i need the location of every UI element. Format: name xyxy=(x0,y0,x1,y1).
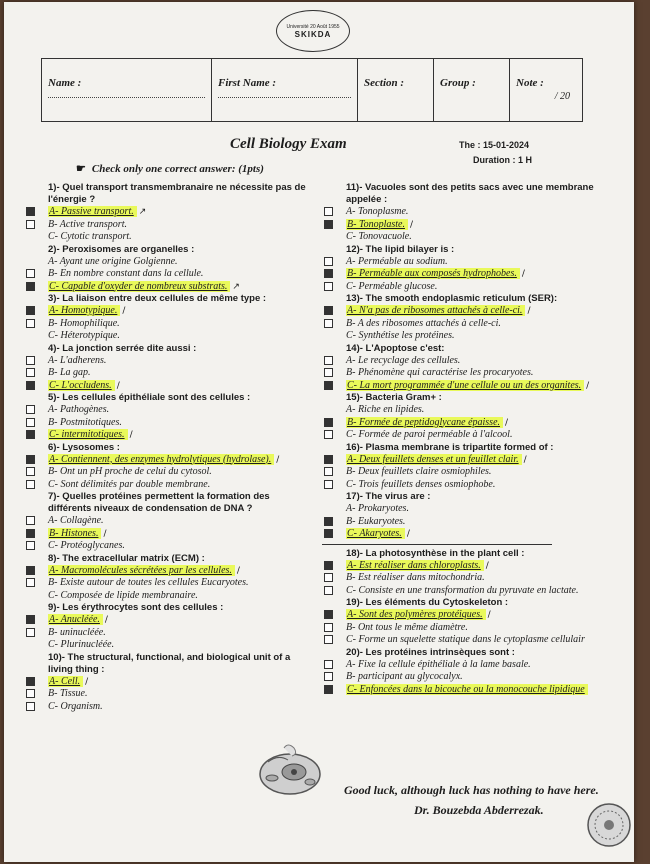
answer-option[interactable] xyxy=(24,404,336,417)
handwritten-tick-mark: / xyxy=(505,417,509,428)
question-text: 13)- The smooth endoplasmic reticulum (SER): xyxy=(346,293,558,304)
question-text: 6)- Lysosomes : xyxy=(48,441,120,453)
answer-option[interactable] xyxy=(322,585,642,598)
answer-option-text: B- participant au glycocalyx. xyxy=(346,671,463,682)
answer-option[interactable] xyxy=(24,639,336,652)
question-text: 18)- La photosynthèse in the plant cell : xyxy=(346,547,525,559)
answer-option[interactable] xyxy=(322,318,642,331)
handwritten-tick-mark: / xyxy=(276,454,280,465)
first-name-label: First Name : xyxy=(218,77,277,89)
answer-option[interactable] xyxy=(322,355,642,368)
answer-option[interactable] xyxy=(24,268,336,281)
answer-option[interactable] xyxy=(24,206,336,219)
handwritten-tick-mark: / xyxy=(85,676,89,687)
answer-option-text: C- Cytotic transport. xyxy=(48,231,132,242)
handwritten-tick-mark: ↗ xyxy=(232,281,240,292)
answer-option-text: B- Existe autour de toutes les cellules Eucaryotes. xyxy=(48,577,249,588)
question-text-continued: appelée : xyxy=(346,194,388,205)
answer-option[interactable] xyxy=(322,528,642,541)
answer-checkbox[interactable] xyxy=(324,467,333,476)
handwritten-tick-mark: / xyxy=(409,219,414,230)
answer-option-text: C- Capable d'oxyder de nombreux substrats. xyxy=(48,281,230,292)
answer-option[interactable] xyxy=(24,231,336,244)
cell-drawing-icon xyxy=(254,742,326,800)
first-name-field[interactable] xyxy=(212,59,358,121)
answer-option[interactable] xyxy=(24,479,336,492)
answer-checkbox[interactable] xyxy=(26,541,35,550)
answer-option[interactable] xyxy=(322,609,642,622)
answer-option[interactable] xyxy=(322,404,642,417)
answer-checkbox[interactable] xyxy=(26,282,35,291)
answer-option-text: C- Plurinucléée. xyxy=(48,639,115,650)
answer-option-text: B- Phénomène qui caractérise les procaryotes. xyxy=(346,367,534,378)
question-text: 5)- Les cellules épithéliale sont des cellules : xyxy=(48,392,251,403)
handwritten-tick-mark: / xyxy=(116,380,120,391)
question-text-continued: l'énergie ? xyxy=(48,194,96,205)
answer-option[interactable] xyxy=(322,256,642,269)
answer-option-text: C- Perméable glucose. xyxy=(346,280,438,292)
question-text: 15)- Bacteria Gram+ : xyxy=(346,392,442,403)
question-text: 8)- The extracellular matrix (ECM) : xyxy=(48,552,205,564)
student-info-table xyxy=(41,58,583,122)
section-field[interactable] xyxy=(358,59,434,121)
answer-checkbox[interactable] xyxy=(26,615,35,624)
answer-checkbox[interactable] xyxy=(26,356,35,365)
answer-checkbox[interactable] xyxy=(324,418,333,427)
answer-option-text: C- Protéoglycanes. xyxy=(48,540,125,551)
answer-option-text: B- Postmitotiques. xyxy=(48,416,122,428)
answer-option-text: A- Homotypique. xyxy=(48,305,120,316)
answer-option-text: A- L'adherens. xyxy=(48,354,107,366)
answer-checkbox[interactable] xyxy=(324,306,333,315)
question-text: 20)- Les protéines intrinsèques sont : xyxy=(346,646,515,658)
answer-option-text: B- Histones. xyxy=(48,528,101,539)
answer-checkbox[interactable] xyxy=(324,529,333,538)
answer-option-text: C- Composée de lipide membranaire. xyxy=(48,589,198,601)
answer-option-text: B- Deux feuillets claire osmiophiles. xyxy=(346,466,492,477)
answer-option-text: B- uninucléée. xyxy=(48,626,106,638)
answer-option[interactable] xyxy=(24,528,336,541)
separator-line xyxy=(322,544,552,545)
note-field[interactable] xyxy=(510,59,580,121)
answer-option[interactable] xyxy=(24,565,336,578)
note-value: / 20 xyxy=(554,91,570,102)
name-dotted-line xyxy=(48,97,205,98)
answer-option-text: B- Homophilique. xyxy=(48,317,120,329)
answer-checkbox[interactable] xyxy=(26,467,35,476)
answer-checkbox[interactable] xyxy=(324,561,333,570)
answer-option-text: B- Perméable aux composés hydrophobes. xyxy=(346,268,520,279)
answer-option[interactable] xyxy=(24,305,336,318)
answer-checkbox[interactable] xyxy=(26,689,35,698)
answer-option-text: C- Enfoncées dans la bicouche ou la monocouche lipidique xyxy=(346,684,588,695)
question-text: 4)- La jonction serrée dite aussi : xyxy=(48,342,197,354)
answer-checkbox[interactable] xyxy=(324,635,333,644)
instruction xyxy=(76,162,264,175)
answer-option-text: B- Active transport. xyxy=(48,218,127,230)
answer-checkbox[interactable] xyxy=(324,282,333,291)
answer-checkbox[interactable] xyxy=(324,381,333,390)
answer-option[interactable] xyxy=(24,701,336,714)
answer-option[interactable] xyxy=(24,256,336,269)
handwritten-tick-mark: / xyxy=(236,565,240,576)
question-text: 16)- Plasma membrane is tripartite formed of : xyxy=(346,441,554,453)
answer-option[interactable] xyxy=(24,367,336,380)
answer-option-text: A- Sont des polymères protéiques. xyxy=(346,609,486,620)
answer-checkbox[interactable] xyxy=(26,220,35,229)
answer-checkbox[interactable] xyxy=(26,418,35,427)
answer-option[interactable] xyxy=(24,417,336,430)
answer-option[interactable] xyxy=(322,219,642,232)
answer-option[interactable] xyxy=(24,219,336,232)
answer-option-text: A- Macromolécules sécrétées par les cellules. xyxy=(48,565,235,576)
answer-checkbox[interactable] xyxy=(324,319,333,328)
answer-option-text: A- Contiennent, des enzymes hydrolytiques (hydrolase). xyxy=(48,454,274,465)
answer-checkbox[interactable] xyxy=(26,480,35,489)
handwritten-tick-mark: / xyxy=(586,380,590,391)
logo-line1: Université 20 Août 1955 xyxy=(286,23,340,30)
section-label: Section : xyxy=(364,77,405,89)
handwritten-tick-mark: / xyxy=(129,430,133,440)
answer-option[interactable] xyxy=(24,318,336,331)
exam-sheet xyxy=(4,2,634,862)
answer-option[interactable] xyxy=(322,659,642,672)
answer-checkbox[interactable] xyxy=(26,381,35,390)
answer-option[interactable] xyxy=(24,380,336,393)
logo-line2: SKIKDA xyxy=(294,29,332,39)
university-logo xyxy=(276,10,350,52)
answer-option[interactable] xyxy=(322,206,642,219)
answer-option[interactable] xyxy=(322,560,642,573)
question-text: 2)- Peroxisomes are organelles : xyxy=(48,243,195,255)
answer-option-text: C- intermitotiques. xyxy=(48,429,128,440)
handwritten-tick-mark: / xyxy=(122,306,126,316)
answer-option[interactable] xyxy=(322,466,642,479)
answer-option-text: B- A des ribosomes attachés à celle-ci. xyxy=(346,317,501,329)
instruction-text: Check only one correct answer: (1pts) xyxy=(91,163,264,175)
answer-checkbox[interactable] xyxy=(324,430,333,439)
question-text: 3)- La liaison entre deux cellules de même type : xyxy=(48,293,267,304)
answer-option-text: B- En nombre constant dans la cellule. xyxy=(48,268,204,279)
answer-option-text: A- Riche en lipides. xyxy=(346,404,425,415)
answer-checkbox[interactable] xyxy=(26,207,35,216)
answer-checkbox[interactable] xyxy=(26,269,35,278)
answer-option[interactable] xyxy=(24,466,336,479)
handwritten-tick-mark: / xyxy=(523,454,527,465)
answer-option[interactable] xyxy=(24,515,336,528)
answer-option[interactable] xyxy=(24,281,336,294)
answer-checkbox[interactable] xyxy=(324,586,333,595)
answer-checkbox[interactable] xyxy=(324,610,333,619)
footer-signature: Dr. Bouzebda Abderrezak. xyxy=(414,803,544,817)
answer-checkbox[interactable] xyxy=(324,207,333,216)
answer-checkbox[interactable] xyxy=(26,368,35,377)
answer-option-text: C- Organism. xyxy=(48,700,103,712)
answer-option-text: B- Tonoplaste. xyxy=(346,219,408,230)
answer-option-text: C- Consiste en une transformation du pyruvate en lactate. xyxy=(346,584,579,596)
handwritten-tick-mark: / xyxy=(527,306,531,316)
answer-option-text: C- Forme un squelette statique dans le cytoplasme cellulair xyxy=(346,634,585,645)
answer-checkbox[interactable] xyxy=(26,628,35,637)
question-text: 7)- Quelles protéines permettent la formation des xyxy=(48,491,270,502)
answer-option[interactable] xyxy=(322,417,642,430)
answer-option[interactable] xyxy=(322,429,642,442)
answer-option[interactable] xyxy=(322,380,642,393)
answer-option[interactable] xyxy=(322,454,642,467)
answer-option[interactable] xyxy=(322,634,642,647)
answer-option-text: C- La mort programmée d'une cellule ou un des organites. xyxy=(346,380,584,391)
answer-option-text: A- Deux feuillets denses et un feuillet clair. xyxy=(346,454,522,465)
answer-option[interactable] xyxy=(24,454,336,467)
note-label: Note : xyxy=(516,77,544,89)
question-text: 10)- The structural, functional, and biological unit of a xyxy=(48,651,291,663)
stamp-seal-icon xyxy=(586,802,632,848)
answer-option[interactable] xyxy=(24,590,336,603)
answer-option-text: A- N'a pas de ribosomes attachés à celle-ci. xyxy=(346,305,525,316)
answer-option-text: B- Ont tous le même diamètre. xyxy=(346,621,468,633)
first-name-dotted-line xyxy=(218,97,351,98)
answer-option-text: A- Anucléée. xyxy=(48,614,103,625)
answer-checkbox[interactable] xyxy=(324,269,333,278)
answer-checkbox[interactable] xyxy=(26,702,35,711)
answer-option[interactable] xyxy=(322,330,642,343)
question-text: 12)- The lipid bilayer is : xyxy=(346,243,455,255)
answer-checkbox[interactable] xyxy=(26,405,35,414)
answer-option-text: A- Est réaliser dans chloroplasts. xyxy=(346,560,484,571)
answer-option[interactable] xyxy=(322,622,642,635)
answer-option-text: B- Formée de peptidoglycane épaisse. xyxy=(346,417,503,428)
name-field[interactable] xyxy=(42,59,212,121)
handwritten-tick-mark: / xyxy=(485,560,489,571)
answer-checkbox[interactable] xyxy=(324,623,333,632)
question-text: 17)- The virus are : xyxy=(346,491,431,502)
answer-option-text: A- Cell. xyxy=(48,676,83,687)
group-label: Group : xyxy=(440,77,476,89)
answer-option-text: A- Prokaryotes. xyxy=(346,503,409,514)
answer-checkbox[interactable] xyxy=(324,257,333,266)
answer-option-text: A- Perméable au sodium. xyxy=(346,255,448,267)
exam-duration: Duration : 1 H xyxy=(473,155,533,165)
answer-option-text: A- Fixe la cellule épithéliale à la lame basale. xyxy=(346,658,531,670)
answer-option[interactable] xyxy=(24,330,336,343)
answer-checkbox[interactable] xyxy=(324,660,333,669)
question-text: 11)- Vacuoles sont des petits sacs avec une membrane xyxy=(346,182,594,193)
answer-checkbox[interactable] xyxy=(26,430,35,439)
answer-option[interactable] xyxy=(24,627,336,640)
handwritten-tick-mark: / xyxy=(521,269,525,279)
answer-checkbox[interactable] xyxy=(324,356,333,365)
answer-checkbox[interactable] xyxy=(26,455,35,464)
answer-option[interactable] xyxy=(322,572,642,585)
answer-checkbox[interactable] xyxy=(26,566,35,575)
answer-option-text: A- Pathogènes. xyxy=(48,404,110,415)
handwritten-tick-mark: / xyxy=(103,528,107,539)
answer-option[interactable] xyxy=(24,614,336,627)
answer-option[interactable] xyxy=(322,503,642,516)
answer-checkbox[interactable] xyxy=(26,677,35,686)
answer-option[interactable] xyxy=(322,684,642,697)
answer-option-text: C- Trois feuillets denses osmiophobe. xyxy=(346,478,496,490)
group-field[interactable] xyxy=(434,59,510,121)
answer-checkbox[interactable] xyxy=(324,517,333,526)
answer-option[interactable] xyxy=(322,479,642,492)
handwritten-tick-mark: / xyxy=(487,610,491,620)
answer-option[interactable] xyxy=(24,355,336,368)
answer-checkbox[interactable] xyxy=(324,480,333,489)
answer-option-text: C- Synthétise les protéines. xyxy=(346,330,455,341)
answer-option-text: C- Héterotypique. xyxy=(48,330,120,341)
answer-option[interactable] xyxy=(24,676,336,689)
answer-option-text: C- Tonovacuole. xyxy=(346,231,412,242)
handwritten-tick-mark: ↗ xyxy=(138,207,147,217)
answer-checkbox[interactable] xyxy=(324,220,333,229)
answer-option[interactable] xyxy=(322,367,642,380)
answer-checkbox[interactable] xyxy=(324,455,333,464)
answer-option[interactable] xyxy=(322,281,642,294)
answer-option[interactable] xyxy=(24,577,336,590)
right-questions-column xyxy=(322,182,642,696)
answer-checkbox[interactable] xyxy=(26,516,35,525)
answer-checkbox[interactable] xyxy=(26,319,35,328)
footer xyxy=(344,780,599,820)
answer-checkbox[interactable] xyxy=(324,573,333,582)
exam-title: Cell Biology Exam xyxy=(230,136,347,152)
footer-wish: Good luck, although luck has nothing to have here. xyxy=(344,783,599,797)
exam-date: The : 15-01-2024 xyxy=(459,140,530,150)
name-label: Name : xyxy=(48,77,82,89)
answer-option-text: A- Ayant une origine Golgienne. xyxy=(48,255,178,267)
answer-checkbox[interactable] xyxy=(26,529,35,538)
answer-option-text: A- Passive transport. xyxy=(48,206,137,217)
exam-meta xyxy=(459,138,532,168)
answer-option-text: C- Sont délimités par double membrane. xyxy=(48,478,211,490)
answer-option-text: C- Formée de paroi perméable à l'alcool. xyxy=(346,429,513,440)
answer-option-text: B- Tissue. xyxy=(48,688,88,699)
answer-option[interactable] xyxy=(322,231,642,244)
question-text-continued: living thing : xyxy=(48,663,105,675)
answer-option[interactable] xyxy=(322,671,642,684)
answer-option[interactable] xyxy=(24,429,336,442)
question-text: 9)- Les érythrocytes sont des cellules : xyxy=(48,602,224,613)
answer-option-text: B- Eukaryotes. xyxy=(346,515,406,527)
answer-option-text: B- La gap. xyxy=(48,367,91,378)
left-questions-column xyxy=(24,182,336,713)
answer-option-text: A- Le recyclage des cellules. xyxy=(346,354,461,366)
answer-checkbox[interactable] xyxy=(26,578,35,587)
handwritten-tick-mark: / xyxy=(406,529,410,539)
question-text: 14)- L'Apoptose c'est: xyxy=(346,342,445,354)
answer-option[interactable] xyxy=(322,268,642,281)
question-text-continued: différents niveaux de condensation de DNA ? xyxy=(48,503,253,514)
pointing-hand-icon: ☛ xyxy=(76,163,86,175)
answer-option[interactable] xyxy=(322,305,642,318)
answer-checkbox[interactable] xyxy=(26,306,35,315)
answer-option-text: B- Est réaliser dans mitochondria. xyxy=(346,572,485,583)
answer-option[interactable] xyxy=(24,540,336,553)
answer-option-text: A- Collagène. xyxy=(48,515,104,526)
question-text: 19)- Les éléments du Cytoskeleton : xyxy=(346,597,509,608)
answer-option-text: B- Ont un pH proche de celui du cytosol. xyxy=(48,466,212,477)
question-text: 1)- Quel transport transmembranaire ne nécessite pas de xyxy=(48,182,306,193)
answer-checkbox[interactable] xyxy=(324,368,333,377)
answer-option-text: C- L'occludens. xyxy=(48,380,115,391)
answer-option-text: A- Tonoplasme. xyxy=(346,206,409,217)
answer-checkbox[interactable] xyxy=(324,685,333,694)
answer-option[interactable] xyxy=(24,688,336,701)
answer-option-text: C- Akaryotes. xyxy=(346,528,405,539)
answer-checkbox[interactable] xyxy=(324,672,333,681)
handwritten-tick-mark: / xyxy=(104,615,108,625)
answer-option[interactable] xyxy=(322,516,642,529)
